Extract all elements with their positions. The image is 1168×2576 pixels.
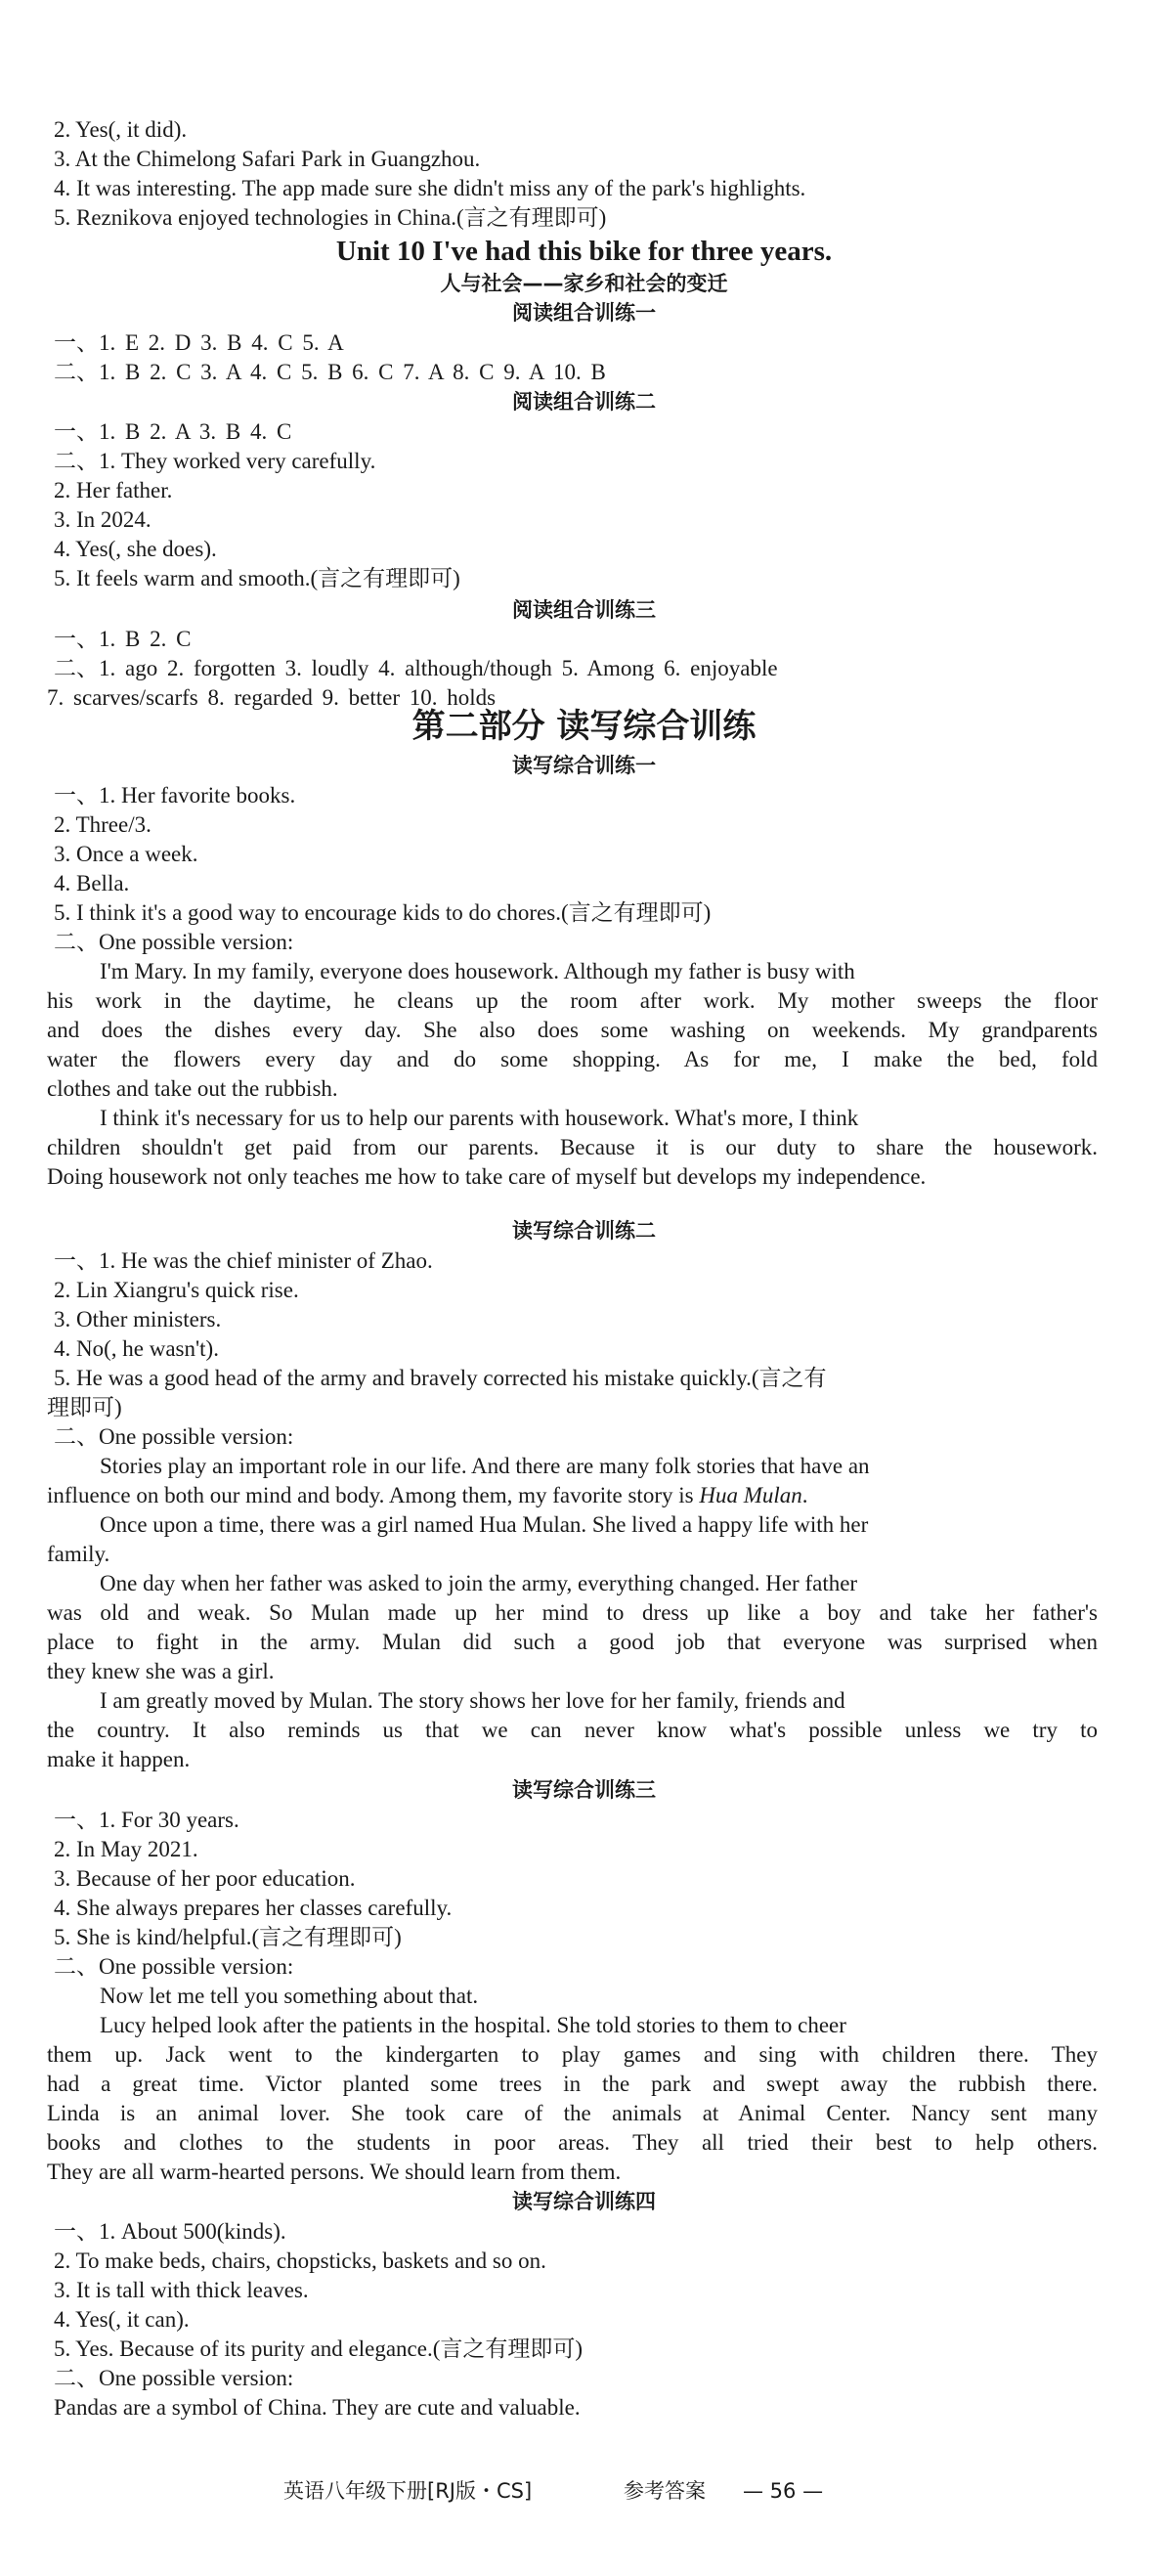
- answer-line: 3. Because of her poor education.: [54, 1866, 356, 1891]
- essay-line: and does the dishes every day. She also does some washing on weekends. My grandparents: [47, 1018, 1098, 1042]
- answer-line: 4. Yes(, it can).: [54, 2307, 190, 2332]
- essay-line: was old and weak. So Mulan made up her mind to dress up like a boy and take her father's: [47, 1600, 1098, 1625]
- essay-line: water the flowers every day and do some shopping. As for me, I make the bed, fold: [47, 1047, 1098, 1071]
- answer-line: 2. Her father.: [54, 478, 173, 502]
- footer-book-title: 英语八年级下册[RJ版・CS]: [283, 2479, 533, 2503]
- essay-line: Pandas are a symbol of China. They are cute and valuable.: [54, 2395, 581, 2420]
- essay-line: his work in the daytime, he cleans up the room after work. My mother sweeps the floor: [47, 988, 1098, 1013]
- section-heading: 阅读组合训练一: [512, 301, 656, 325]
- answer-line: 二、1. ago 2. forgotten 3. loudly 4. although/though 5. Among 6. enjoyable: [54, 656, 778, 680]
- answer-line: 5. It feels warm and smooth.(言之有理即可): [54, 566, 460, 590]
- essay-line: Now let me tell you something about that.: [100, 1984, 479, 2008]
- answer-line: 2. Three/3.: [54, 812, 151, 837]
- footer-section: 参考答案: [624, 2479, 706, 2503]
- essay-line: I think it's necessary for us to help our parents with housework. What's more, I think: [100, 1106, 859, 1130]
- section-heading: 读写综合训练三: [512, 1778, 656, 1802]
- answer-line: 二、One possible version:: [54, 1954, 294, 1979]
- answer-line: 理即可): [47, 1395, 122, 1419]
- part-title: 第二部分 读写综合训练: [411, 707, 757, 746]
- section-heading: 读写综合训练二: [512, 1219, 656, 1243]
- answer-line: 一、1. B 2. C: [54, 627, 192, 651]
- answer-line: 4. Bella.: [54, 871, 130, 895]
- answer-line: 7. scarves/scarfs 8. regarded 9. better 10. holds: [47, 685, 497, 710]
- essay-line: make it happen.: [47, 1747, 191, 1771]
- answer-line: 5. He was a good head of the army and bravely corrected his mistake quickly.(言之有: [54, 1366, 827, 1390]
- answer-line: 二、One possible version:: [54, 1424, 294, 1449]
- answer-line: 5. She is kind/helpful.(言之有理即可): [54, 1925, 402, 1949]
- answer-line: 4. It was interesting. The app made sure she didn't miss any of the park's highlights.: [54, 176, 806, 200]
- essay-line: I am greatly moved by Mulan. The story shows her love for her family, friends and: [100, 1688, 845, 1713]
- answer-line: 3. In 2024.: [54, 507, 151, 532]
- section-heading: 阅读组合训练三: [512, 598, 656, 622]
- answer-line: 3. It is tall with thick leaves.: [54, 2278, 309, 2302]
- answer-line: 一、1. About 500(kinds).: [54, 2219, 286, 2244]
- answer-line: 3. Other ministers.: [54, 1307, 222, 1332]
- answer-line: 4. No(, he wasn't).: [54, 1336, 219, 1361]
- answer-line: 5. I think it's a good way to encourage kids to do chores.(言之有理即可): [54, 900, 712, 925]
- section-heading: 阅读组合训练二: [512, 390, 656, 414]
- unit-theme: 人与社会——家乡和社会的变迁: [440, 272, 728, 295]
- essay-line: had a great time. Victor planted some trees in the park and swept away the rubbish there.: [47, 2072, 1098, 2096]
- answer-line: 2. Yes(, it did).: [54, 117, 188, 142]
- answer-line: 4. She always prepares her classes carefully.: [54, 1896, 453, 1920]
- answer-line: 二、One possible version:: [54, 2366, 294, 2390]
- essay-line: Once upon a time, there was a girl named Hua Mulan. She lived a happy life with her: [100, 1512, 869, 1537]
- answer-line: 二、One possible version:: [54, 930, 294, 954]
- essay-line: books and clothes to the students in poor areas. They all tried their best to help others.: [47, 2130, 1098, 2155]
- essay-text: influence on both our mind and body. Among them, my favorite story is: [47, 1483, 694, 1507]
- section-heading: 读写综合训练四: [512, 2190, 656, 2213]
- answer-line: 3. At the Chimelong Safari Park in Guangzhou.: [54, 147, 481, 171]
- answer-line: 5. Reznikova enjoyed technologies in China.(言之有理即可): [54, 205, 607, 230]
- essay-line: influence on both our mind and body. Among them, my favorite story is Hua Mulan.: [47, 1483, 808, 1507]
- essay-line: They are all warm-hearted persons. We should learn from them.: [47, 2160, 622, 2184]
- answer-line: 5. Yes. Because of its purity and elegance.(言之有理即可): [54, 2336, 584, 2361]
- answer-line: 一、1. For 30 years.: [54, 1808, 239, 1832]
- essay-line: children shouldn't get paid from our parents. Because it is our duty to share the housework.: [47, 1135, 1098, 1159]
- unit-title: Unit 10 I've had this bike for three years.: [335, 236, 833, 267]
- answer-line: 2. To make beds, chairs, chopsticks, baskets and so on.: [54, 2249, 546, 2273]
- answer-line: 2. Lin Xiangru's quick rise.: [54, 1278, 299, 1302]
- essay-line: I'm Mary. In my family, everyone does housework. Although my father is busy with: [100, 959, 855, 983]
- essay-line: they knew she was a girl.: [47, 1659, 275, 1683]
- essay-line: family.: [47, 1542, 110, 1566]
- answer-line: 4. Yes(, she does).: [54, 537, 217, 561]
- essay-line: them up. Jack went to the kindergarten to play games and sing with children there. They: [47, 2042, 1098, 2067]
- essay-line: place to fight in the army. Mulan did such a good job that everyone was surprised when: [47, 1630, 1098, 1654]
- essay-line: Linda is an animal lover. She took care of the animals at Animal Center. Nancy sent many: [47, 2101, 1098, 2125]
- essay-line: clothes and take out the rubbish.: [47, 1076, 338, 1101]
- answer-line: 二、1. They worked very carefully.: [54, 449, 376, 473]
- essay-line: Doing housework not only teaches me how to take care of myself but develops my independence.: [47, 1164, 927, 1189]
- page-number: — 56 —: [743, 2479, 824, 2503]
- answer-line: 二、1. B 2. C 3. A 4. C 5. B 6. C 7. A 8. C 9. A 10. B: [54, 360, 606, 384]
- answer-line: 3. Once a week.: [54, 842, 198, 866]
- answer-line: 2. In May 2021.: [54, 1837, 198, 1861]
- answer-line: 一、1. E 2. D 3. B 4. C 5. A: [54, 330, 344, 355]
- answer-line: 一、1. Her favorite books.: [54, 783, 296, 808]
- section-heading: 读写综合训练一: [512, 754, 656, 777]
- essay-line: Stories play an important role in our life. And there are many folk stories that have an: [100, 1454, 870, 1478]
- answer-line: 一、1. B 2. A 3. B 4. C: [54, 419, 292, 444]
- answer-line: 一、1. He was the chief minister of Zhao.: [54, 1248, 433, 1273]
- essay-line: Lucy helped look after the patients in the hospital. She told stories to them to cheer: [100, 2013, 846, 2037]
- story-title: Hua Mulan: [699, 1483, 802, 1507]
- essay-line: One day when her father was asked to join the army, everything changed. Her father: [100, 1571, 858, 1595]
- essay-line: the country. It also reminds us that we can never know what's possible unless we try to: [47, 1718, 1098, 1742]
